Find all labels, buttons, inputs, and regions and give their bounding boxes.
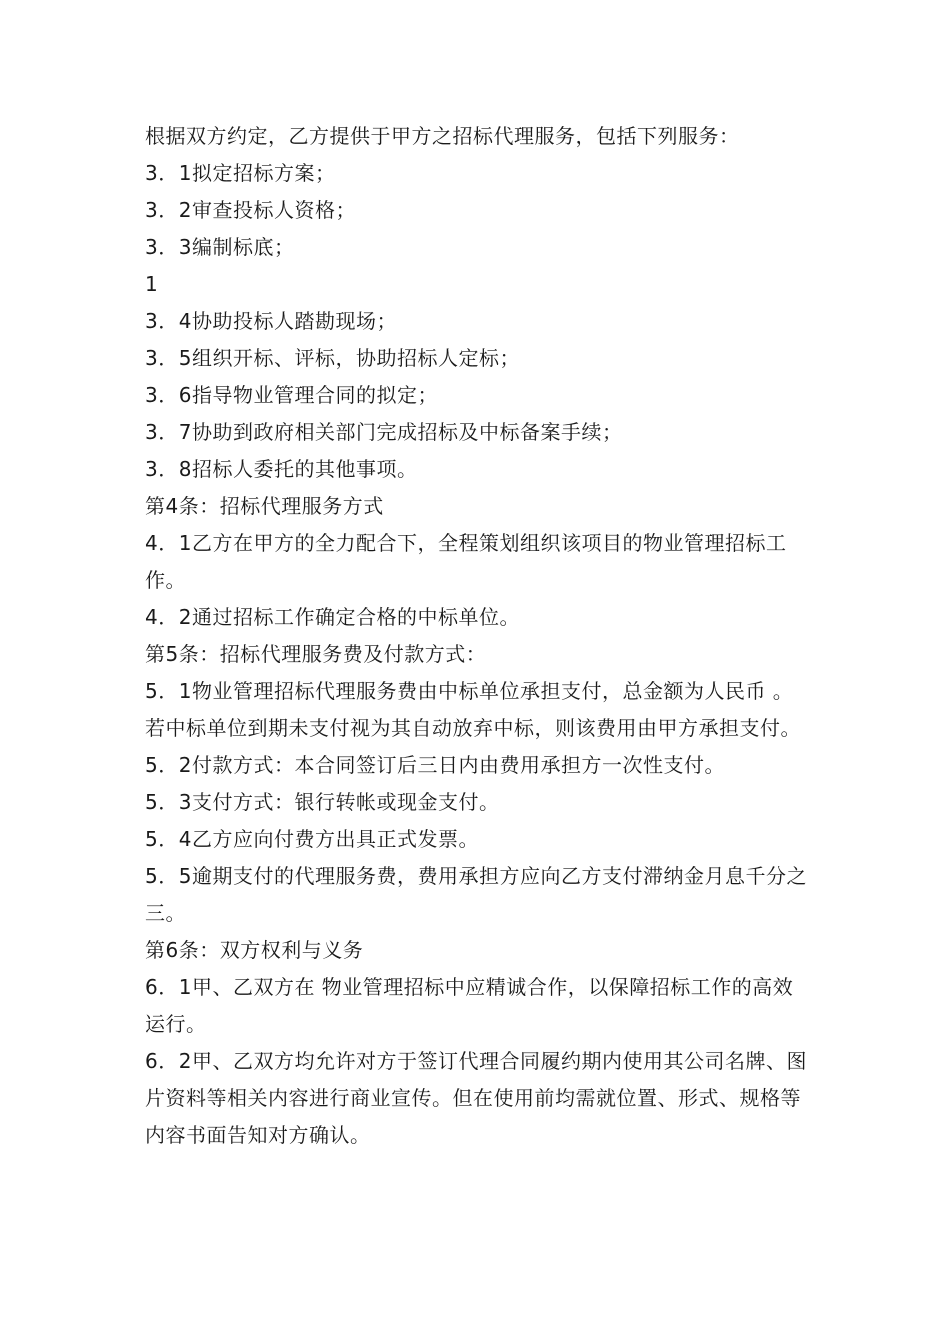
clause-3-2: 3．2审查投标人资格； xyxy=(145,198,356,222)
clause-5-4: 5．4乙方应向付费方出具正式发票。 xyxy=(145,827,479,851)
clause-3-5: 3．5组织开标、评标，协助招标人定标； xyxy=(145,346,520,370)
clause-3-1: 3．1拟定招标方案； xyxy=(145,161,336,185)
clause-5-2: 5．2付款方式：本合同签订后三日内由费用承担方一次性支付。 xyxy=(145,753,725,777)
article-4-heading: 第4条：招标代理服务方式 xyxy=(145,494,384,518)
article-5-heading: 第5条：招标代理服务费及付款方式： xyxy=(145,642,487,666)
clause-4-2: 4．2通过招标工作确定合格的中标单位。 xyxy=(145,605,520,629)
clause-3-7: 3．7协助到政府相关部门完成招标及中标备案手续； xyxy=(145,420,623,444)
clause-3-3: 3．3编制标底； xyxy=(145,235,295,259)
page-number: 1 xyxy=(145,272,159,296)
clause-5-5: 5．5逾期支付的代理服务费，费用承担方应向乙方支付滞纳金月息千分之三。 xyxy=(145,864,807,925)
document-body xyxy=(145,118,810,1154)
clause-3-8: 3．8招标人委托的其他事项。 xyxy=(145,457,418,481)
clause-5-1: 5．1物业管理招标代理服务费由中标单位承担支付，总金额为人民币 。若中标单位到期未支付视为其自动放弃中标，则该费用由甲方承担支付。 xyxy=(145,679,801,740)
clause-4-1: 4．1乙方在甲方的全力配合下，全程策划组织该项目的物业管理招标工作。 xyxy=(145,531,787,592)
clause-6-1: 6．1甲、乙双方在 物业管理招标中应精诚合作，以保障招标工作的高效运行。 xyxy=(145,975,794,1036)
clause-3-6: 3．6指导物业管理合同的拟定； xyxy=(145,383,438,407)
clause-5-3: 5．3支付方式：银行转帐或现金支付。 xyxy=(145,790,500,814)
clause-3-4: 3．4协助投标人踏勘现场； xyxy=(145,309,397,333)
article-6-heading: 第6条：双方权利与义务 xyxy=(145,938,364,962)
clause-6-2: 6．2甲、乙双方均允许对方于签订代理合同履约期内使用其公司名牌、图片资料等相关内容进行商业宣传。但在使用前均需就位置、形式、规格等内容书面告知对方确认。 xyxy=(145,1049,807,1147)
intro-paragraph: 根据双方约定，乙方提供于甲方之招标代理服务，包括下列服务： xyxy=(145,124,740,148)
